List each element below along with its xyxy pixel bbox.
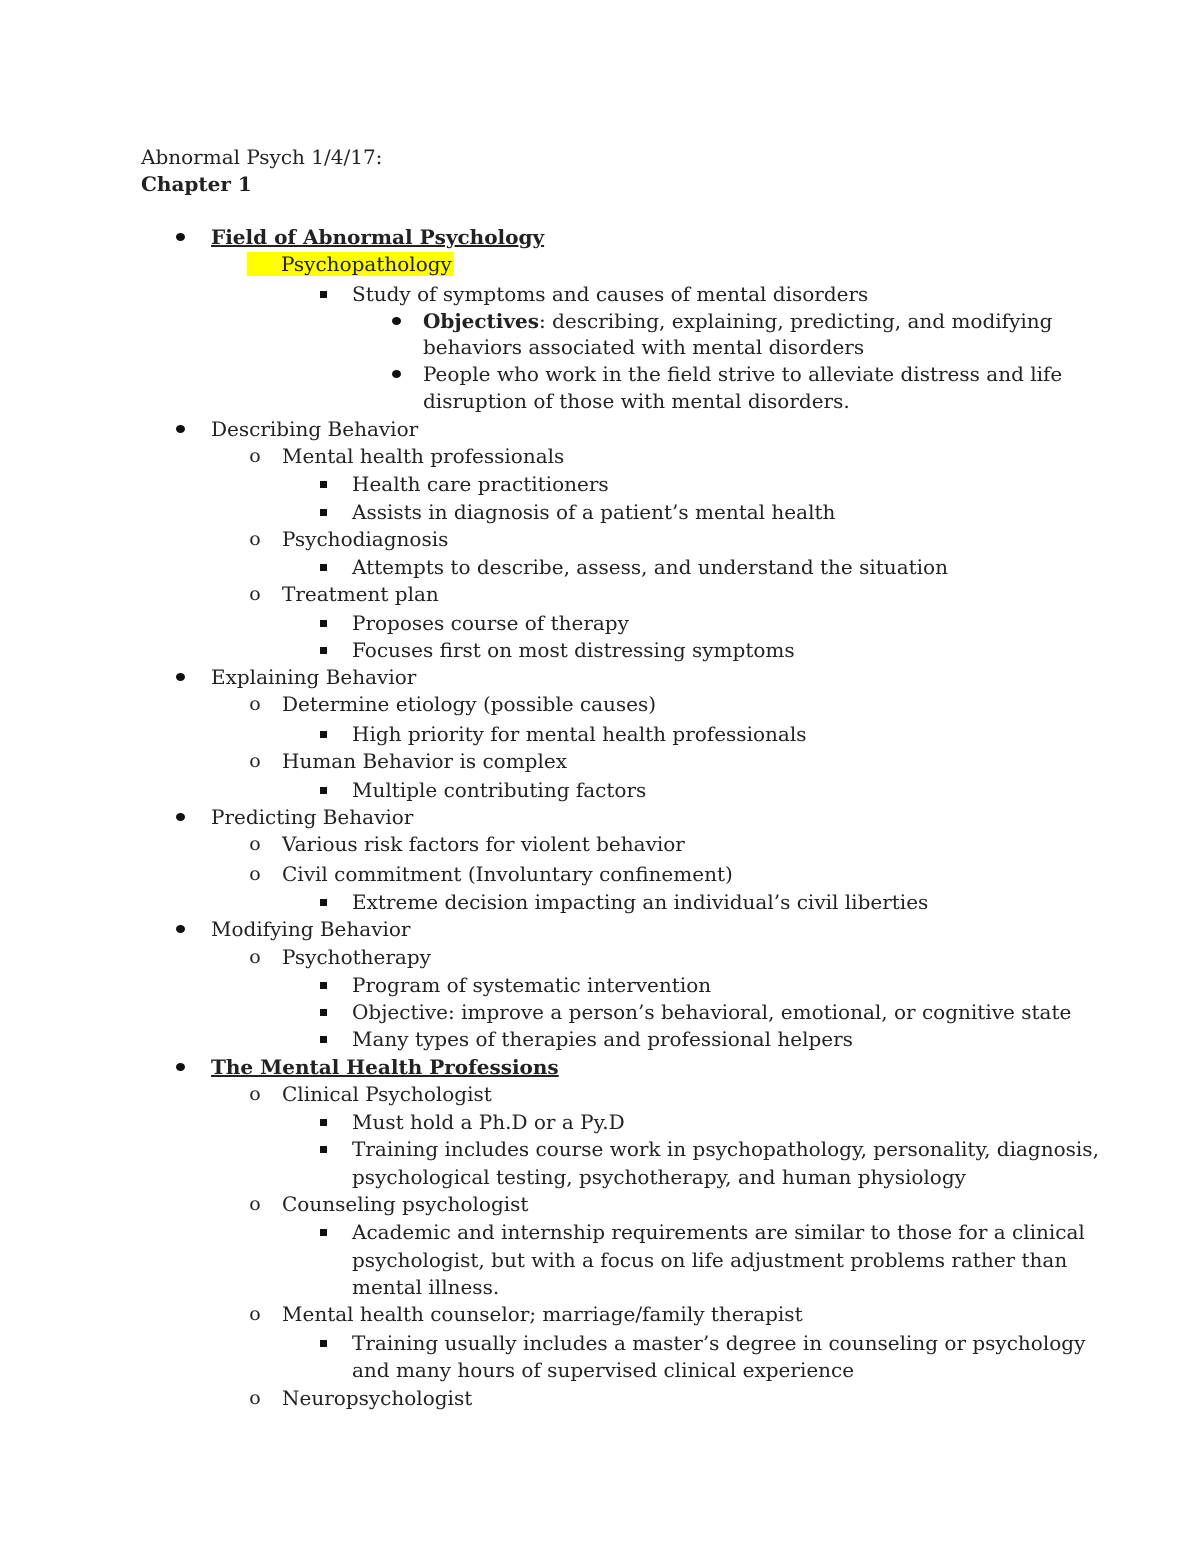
bullet-circle-icon: o xyxy=(249,1193,261,1215)
list-item: Treatment plan xyxy=(282,582,439,606)
bullet-dot-icon xyxy=(172,663,188,691)
bullet-square-icon xyxy=(317,1329,329,1357)
list-item: Training includes course work in psychopathology, personality, diagnosis, xyxy=(352,1137,1099,1161)
list-item: Describing Behavior xyxy=(211,417,419,441)
list-item: Counseling psychologist xyxy=(282,1192,529,1216)
bullet-circle-icon: o xyxy=(249,1303,261,1325)
list-item: Explaining Behavior xyxy=(211,665,417,689)
list-item: People who work in the field strive to alleviate distress and life xyxy=(423,362,1063,386)
bullet-dot-icon xyxy=(172,223,188,251)
bullet-circle-icon: o xyxy=(249,863,261,885)
list-item-continuation: behaviors associated with mental disorders xyxy=(423,335,865,359)
section-heading: The Mental Health Professions xyxy=(211,1055,559,1079)
highlighted-text: Psychopathology xyxy=(247,252,454,276)
list-item-continuation: and many hours of supervised clinical experience xyxy=(352,1358,855,1382)
list-item: Training usually includes a master’s degree in counseling or psychology xyxy=(352,1331,1086,1355)
section-heading: Field of Abnormal Psychology xyxy=(211,225,545,249)
list-item: Academic and internship requirements are similar to those for a clinical xyxy=(352,1220,1085,1244)
bullet-square-icon xyxy=(317,636,329,664)
bullet-square-icon xyxy=(317,470,329,498)
bullet-square-icon xyxy=(317,1025,329,1053)
list-item: Health care practitioners xyxy=(352,472,609,496)
bullet-dot-icon xyxy=(172,803,188,831)
list-item xyxy=(423,307,1052,335)
bullet-square-icon xyxy=(317,1108,329,1136)
list-item: Civil commitment (Involuntary confinement) xyxy=(282,862,733,886)
bullet-square-icon xyxy=(317,1135,329,1163)
bullet-square-icon xyxy=(317,498,329,526)
bullet-square-icon xyxy=(317,998,329,1026)
bullet-square-icon xyxy=(317,888,329,916)
bold-term: Objectives xyxy=(423,309,539,333)
list-item: High priority for mental health professionals xyxy=(352,722,807,746)
list-item: Human Behavior is complex xyxy=(282,749,567,773)
bullet-circle-icon: o xyxy=(249,445,261,467)
list-item: Extreme decision impacting an individual’s civil liberties xyxy=(352,890,929,914)
list-item xyxy=(249,250,454,278)
list-item: Program of systematic intervention xyxy=(352,973,712,997)
bullet-square-icon xyxy=(317,280,329,308)
list-item: Psychodiagnosis xyxy=(282,527,449,551)
document-title: Abnormal Psych 1/4/17: xyxy=(141,145,383,169)
list-item: Modifying Behavior xyxy=(211,917,411,941)
bullet-square-icon xyxy=(317,720,329,748)
list-item: Focuses first on most distressing symptoms xyxy=(352,638,795,662)
list-item: Determine etiology (possible causes) xyxy=(282,692,657,716)
list-item: Mental health professionals xyxy=(282,444,565,468)
bullet-circle-icon: o xyxy=(249,833,261,855)
list-item: Must hold a Ph.D or a Py.D xyxy=(352,1110,625,1134)
chapter-heading: Chapter 1 xyxy=(141,172,252,196)
bullet-circle-icon: o xyxy=(249,528,261,550)
list-item: Proposes course of therapy xyxy=(352,611,629,635)
list-item-continuation: psychological testing, psychotherapy, and human physiology xyxy=(352,1165,966,1189)
list-item: Multiple contributing factors xyxy=(352,778,647,802)
list-item: Various risk factors for violent behavior xyxy=(282,832,685,856)
bullet-square-icon xyxy=(317,609,329,637)
list-item: Neuropsychologist xyxy=(282,1386,473,1410)
bullet-circle-icon: o xyxy=(249,583,261,605)
bullet-square-icon xyxy=(317,553,329,581)
bullet-dot-icon xyxy=(388,360,404,388)
list-item: Attempts to describe, assess, and understand the situation xyxy=(352,555,948,579)
bullet-circle-icon: o xyxy=(249,1387,261,1409)
bullet-circle-icon: o xyxy=(249,946,261,968)
list-item: Assists in diagnosis of a patient’s mental health xyxy=(352,500,836,524)
bullet-dot-icon xyxy=(388,307,404,335)
bullet-square-icon xyxy=(317,1218,329,1246)
bullet-circle-icon: o xyxy=(249,1083,261,1105)
list-item-continuation: mental illness. xyxy=(352,1275,500,1299)
bullet-square-icon xyxy=(317,971,329,999)
bullet-dot-icon xyxy=(172,415,188,443)
list-item: Study of symptoms and causes of mental disorders xyxy=(352,282,869,306)
list-item-continuation: psychologist, but with a focus on life adjustment problems rather than xyxy=(352,1248,1068,1272)
bullet-dot-icon xyxy=(172,1053,188,1081)
bullet-dot-icon xyxy=(172,915,188,943)
bullet-circle-icon: o xyxy=(249,693,261,715)
list-item: Psychotherapy xyxy=(282,945,431,969)
list-item-text: : describing, explaining, predicting, and modifying xyxy=(539,309,1053,333)
list-item: Objective: improve a person’s behavioral, emotional, or cognitive state xyxy=(352,1000,1072,1024)
list-item-continuation: disruption of those with mental disorders. xyxy=(423,389,850,413)
list-item: Many types of therapies and professional helpers xyxy=(352,1027,853,1051)
bullet-circle-icon: o xyxy=(249,750,261,772)
list-item: Predicting Behavior xyxy=(211,805,414,829)
list-item: Mental health counselor; marriage/family therapist xyxy=(282,1302,803,1326)
list-item: Clinical Psychologist xyxy=(282,1082,492,1106)
bullet-square-icon xyxy=(317,776,329,804)
